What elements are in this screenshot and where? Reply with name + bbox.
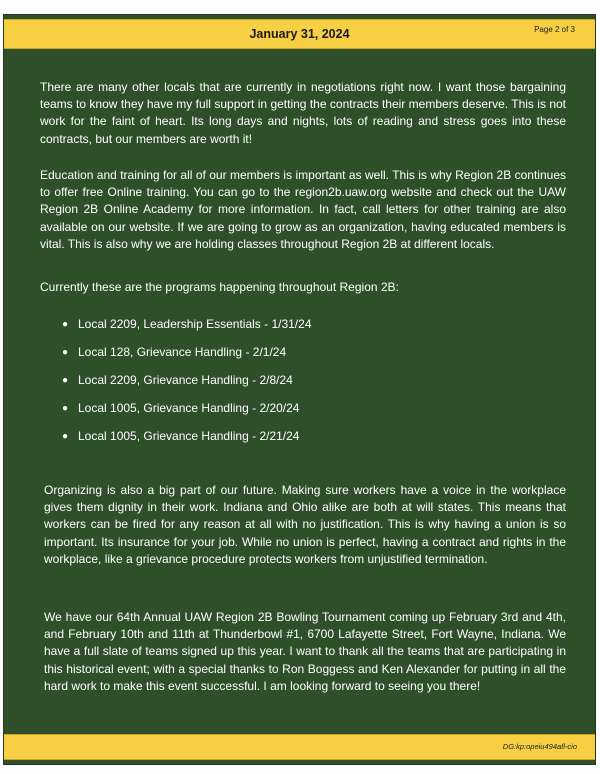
bullet-icon: ● [62,375,69,386]
header-bar [4,19,595,49]
paragraph-bowling-tournament: We have our 64th Annual UAW Region 2B Bowling Tournament coming up February 3rd and 4th, and February 10th and 11th at Thunderbowl #1, 6700 Lafayette Street, Fort Wayne, Indiana. We have a full slate of teams signed up this year. I want to thank all the teams that are participating in this historical event; with a special thanks to Ron Boggess and Ken Alexander for putting in all the hard work to make this event successful. I am looking forward to seeing you there! [44,610,566,693]
list-item [60,372,312,400]
list-item [60,344,312,372]
program-label: Local 2209, Leadership Essentials - 1/31/24 [78,317,312,331]
footer-bar [4,734,595,760]
bullet-icon: ● [62,431,69,442]
paragraph-education: Education and training for all of our members is important as well. This is why Region 2B continues to offer free Online training. You can go to the region2b.uaw.org website and check out the UAW Region 2B Online Academy for more information. In fact, call letters for other training are also available on our website. If we are going to grow as an organization, having educated members is vital. This is also why we are holding classes throughout Region 2B at different locals. [40,168,566,251]
programs-list [60,316,312,456]
program-label: Local 2209, Grievance Handling - 2/8/24 [78,373,293,387]
footer-code: DG:kp:opeiu494afl-cio [502,742,577,751]
bullet-icon: ● [62,319,69,330]
bullet-icon: ● [62,347,69,358]
paragraph-negotiations: There are many other locals that are currently in negotiations right now. I want those bargaining teams to know they have my full support in getting the contracts their members deserve. This is not work for the faint of heart. Its long days and nights, lots of reading and stress goes into these contracts, but our members are worth it! [40,80,566,146]
programs-intro: Currently these are the programs happening throughout Region 2B: [40,280,399,294]
bullet-icon: ● [62,403,69,414]
header-date: January 31, 2024 [249,27,350,41]
page-indicator: Page 2 of 3 [534,25,575,34]
paragraph-organizing: Organizing is also a big part of our future. Making sure workers have a voice in the workplace gives them dignity in their work. Indiana and Ohio alike are both at will states. This means that workers can be fired for any reason at all with no justification. This is why having a union is so important. Its insurance for your job. While no union is perfect, having a contract and rights in the workplace, like a grievance procedure protects workers from unjustified termination. [44,483,566,566]
list-item [60,400,312,428]
newsletter-page [3,14,596,765]
program-label: Local 1005, Grievance Handling - 2/20/24 [78,401,300,415]
program-label: Local 128, Grievance Handling - 2/1/24 [78,345,287,359]
list-item [60,316,312,344]
program-label: Local 1005, Grievance Handling - 2/21/24 [78,429,300,443]
list-item [60,428,312,456]
